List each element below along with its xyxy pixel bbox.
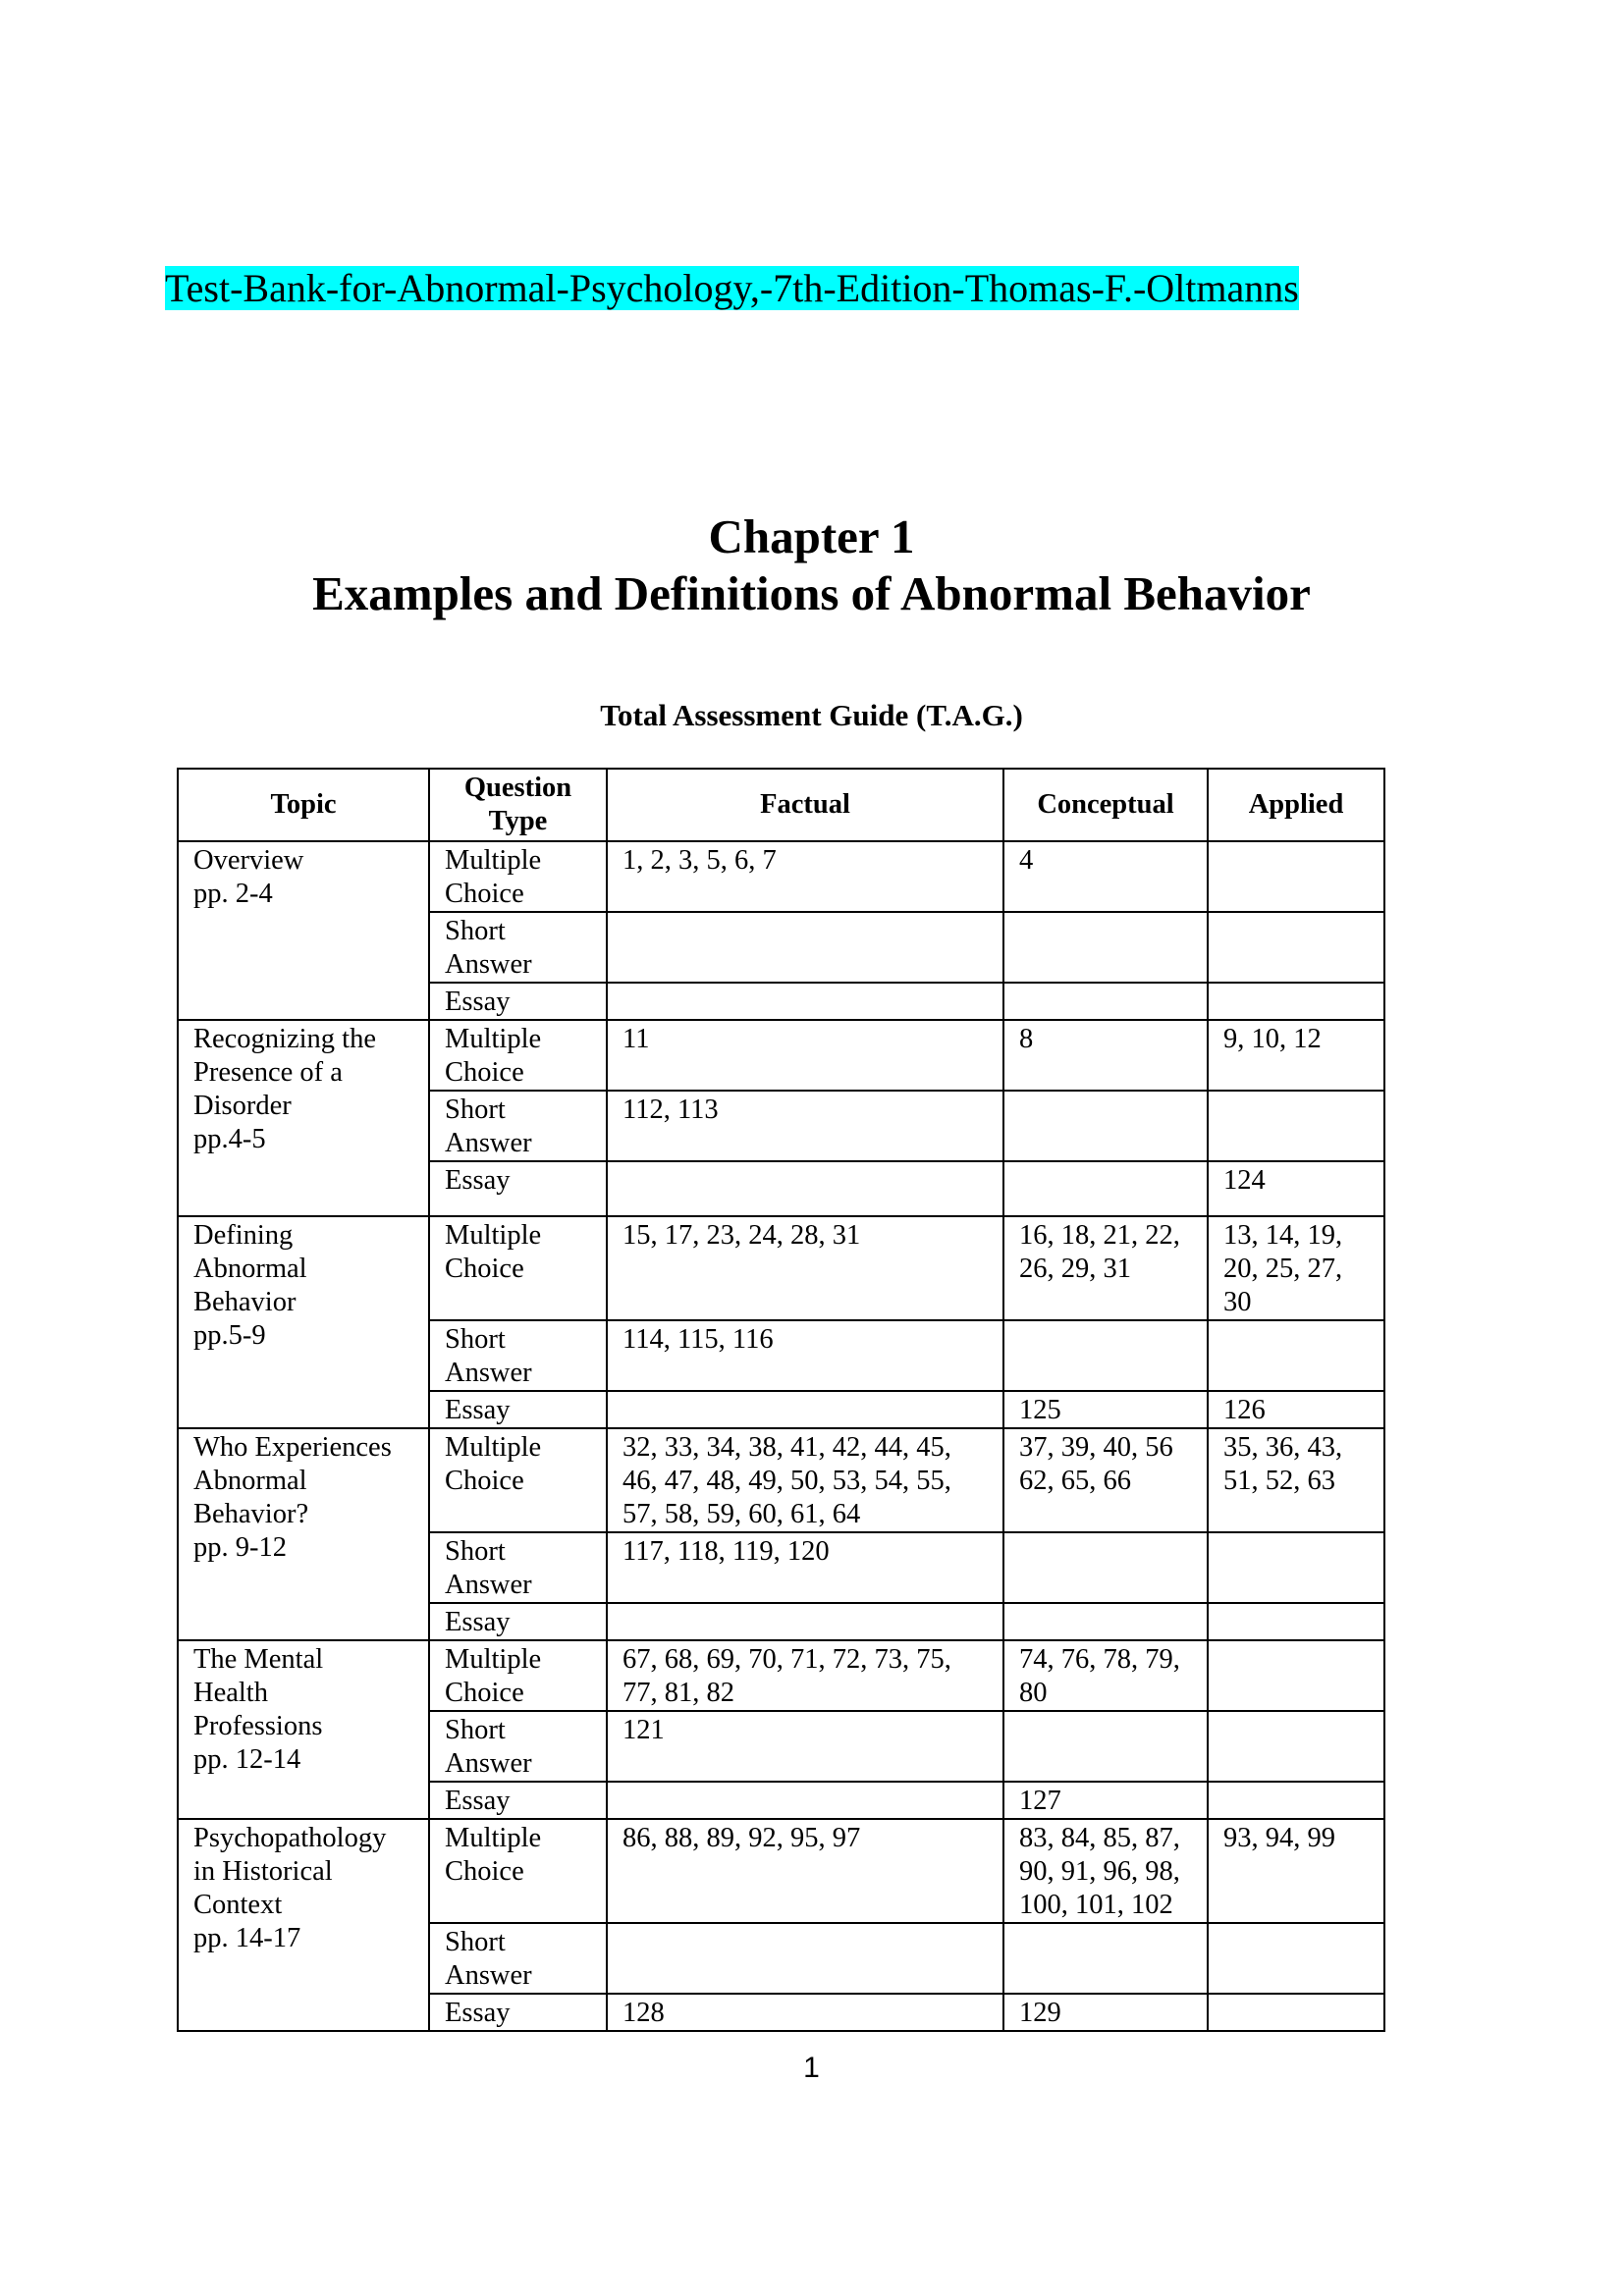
question-type-cell — [429, 1640, 607, 1711]
question-type-line: Answer — [445, 1748, 532, 1779]
topic-line: pp.4-5 — [193, 1124, 266, 1154]
question-type-cell — [429, 1216, 607, 1320]
question-type-line: Answer — [445, 1128, 532, 1158]
applied-cell — [1208, 1091, 1384, 1161]
applied-cell — [1208, 1711, 1384, 1782]
conceptual-cell: 127 — [1003, 1782, 1208, 1819]
factual-cell: 15, 17, 23, 24, 28, 31 — [607, 1216, 1003, 1320]
header-topic: Topic — [178, 769, 429, 841]
question-type-cell — [429, 1532, 607, 1603]
question-type-line: Short — [445, 1715, 506, 1745]
factual-cell: 86, 88, 89, 92, 95, 97 — [607, 1819, 1003, 1923]
factual-cell — [607, 912, 1003, 983]
question-type-cell — [429, 1091, 607, 1161]
table-row — [178, 1819, 1384, 1923]
question-type-line: Multiple — [445, 1432, 542, 1463]
question-type-cell — [429, 1161, 607, 1216]
question-type-line: Essay — [445, 1998, 511, 2028]
topic-line: Abnormal — [193, 1254, 307, 1284]
applied-cell — [1208, 1994, 1384, 2031]
conceptual-cell: 83, 84, 85, 87, 90, 91, 96, 98, 100, 101, 102 — [1003, 1819, 1208, 1923]
conceptual-cell: 8 — [1003, 1020, 1208, 1091]
topic-line: Who Experiences — [193, 1432, 392, 1463]
topic-line: pp. 14-17 — [193, 1923, 301, 1953]
question-type-line: Answer — [445, 949, 532, 980]
factual-cell — [607, 1603, 1003, 1640]
factual-cell — [607, 1923, 1003, 1994]
question-type-line: Short — [445, 1095, 506, 1125]
topic-line: Professions — [193, 1711, 323, 1741]
question-type-cell — [429, 1603, 607, 1640]
assessment-guide-title: Total Assessment Guide (T.A.G.) — [600, 698, 1023, 732]
applied-cell: 93, 94, 99 — [1208, 1819, 1384, 1923]
factual-cell: 11 — [607, 1020, 1003, 1091]
topic-line: in Historical — [193, 1856, 333, 1887]
question-type-line: Choice — [445, 1254, 524, 1284]
document-header-title — [165, 263, 1299, 314]
topic-cell-who-experiences — [178, 1428, 429, 1640]
header-title-part1: Test-Bank-for-Abnormal-Psychology,-7th-Edition-Thomas-F.-O — [165, 266, 1175, 310]
question-type-cell — [429, 841, 607, 912]
header-applied: Applied — [1208, 769, 1384, 841]
question-type-line: Essay — [445, 1165, 511, 1196]
question-type-cell — [429, 912, 607, 983]
chapter-name: Examples and Definitions of Abnormal Behavior — [312, 566, 1311, 620]
applied-cell — [1208, 1603, 1384, 1640]
topic-line: The Mental — [193, 1644, 324, 1675]
question-type-cell — [429, 1923, 607, 1994]
applied-cell — [1208, 1320, 1384, 1391]
question-type-line: Essay — [445, 987, 511, 1017]
conceptual-cell — [1003, 1091, 1208, 1161]
header-factual: Factual — [607, 769, 1003, 841]
factual-cell: 112, 113 — [607, 1091, 1003, 1161]
topic-line: pp. 2-4 — [193, 879, 273, 909]
factual-cell: 1, 2, 3, 5, 6, 7 — [607, 841, 1003, 912]
topic-line: pp. 9-12 — [193, 1532, 287, 1563]
question-type-line: Multiple — [445, 1024, 542, 1054]
question-type-line: Choice — [445, 1057, 524, 1088]
applied-cell — [1208, 1923, 1384, 1994]
applied-cell — [1208, 983, 1384, 1020]
question-type-line: Multiple — [445, 1220, 542, 1251]
topic-line: Behavior — [193, 1287, 297, 1317]
question-type-line: Multiple — [445, 845, 542, 876]
applied-cell — [1208, 1782, 1384, 1819]
table-row — [178, 1020, 1384, 1091]
topic-line: Abnormal — [193, 1466, 307, 1496]
topic-line: Behavior? — [193, 1499, 309, 1529]
applied-cell — [1208, 1532, 1384, 1603]
conceptual-cell — [1003, 1532, 1208, 1603]
question-type-line: Multiple — [445, 1644, 542, 1675]
conceptual-cell: 129 — [1003, 1994, 1208, 2031]
table-row — [178, 1640, 1384, 1711]
topic-cell-defining — [178, 1216, 429, 1428]
question-type-line: Short — [445, 1536, 506, 1567]
question-type-line: Short — [445, 916, 506, 946]
chapter-title — [0, 508, 1623, 622]
table-row — [178, 1216, 1384, 1320]
question-type-line: Short — [445, 1324, 506, 1355]
question-type-cell — [429, 1391, 607, 1428]
conceptual-cell — [1003, 1711, 1208, 1782]
question-type-line: Answer — [445, 1570, 532, 1600]
header-title-part2: ltmanns — [1174, 266, 1299, 310]
topic-cell-the-mental — [178, 1640, 429, 1819]
question-type-cell — [429, 1994, 607, 2031]
conceptual-cell: 4 — [1003, 841, 1208, 912]
topic-line: Disorder — [193, 1091, 292, 1121]
question-type-line: Essay — [445, 1786, 511, 1816]
question-type-line: Choice — [445, 1678, 524, 1708]
header-conceptual: Conceptual — [1003, 769, 1208, 841]
topic-line: Recognizing the — [193, 1024, 376, 1054]
chapter-number: Chapter 1 — [708, 509, 915, 563]
conceptual-cell — [1003, 1161, 1208, 1216]
table-header-row — [178, 769, 1384, 841]
applied-cell: 126 — [1208, 1391, 1384, 1428]
topic-line: Overview — [193, 845, 304, 876]
topic-line: Context — [193, 1890, 283, 1920]
applied-cell — [1208, 841, 1384, 912]
table-row — [178, 1428, 1384, 1532]
question-type-cell — [429, 1819, 607, 1923]
header-question-type: Question Type — [429, 769, 607, 841]
factual-cell: 67, 68, 69, 70, 71, 72, 73, 75, 77, 81, 82 — [607, 1640, 1003, 1711]
question-type-line: Answer — [445, 1960, 532, 1991]
factual-cell — [607, 1161, 1003, 1216]
factual-cell — [607, 1782, 1003, 1819]
question-type-line: Essay — [445, 1395, 511, 1425]
factual-cell: 128 — [607, 1994, 1003, 2031]
question-type-line: Short — [445, 1927, 506, 1957]
conceptual-cell — [1003, 1923, 1208, 1994]
topic-line: pp.5-9 — [193, 1320, 266, 1351]
question-type-line: Essay — [445, 1607, 511, 1637]
applied-cell: 13, 14, 19, 20, 25, 27, 30 — [1208, 1216, 1384, 1320]
factual-cell — [607, 983, 1003, 1020]
factual-cell: 121 — [607, 1711, 1003, 1782]
conceptual-cell: 125 — [1003, 1391, 1208, 1428]
question-type-line: Choice — [445, 879, 524, 909]
question-type-cell — [429, 1782, 607, 1819]
applied-cell: 9, 10, 12 — [1208, 1020, 1384, 1091]
applied-cell — [1208, 1640, 1384, 1711]
question-type-cell — [429, 1711, 607, 1782]
topic-cell-overview — [178, 841, 429, 1020]
topic-line: Psychopathology — [193, 1823, 387, 1853]
factual-cell — [607, 1391, 1003, 1428]
conceptual-cell: 74, 76, 78, 79, 80 — [1003, 1640, 1208, 1711]
topic-line: Health — [193, 1678, 268, 1708]
topic-line: Presence of a — [193, 1057, 343, 1088]
applied-cell — [1208, 912, 1384, 983]
page-number: 1 — [803, 2052, 820, 2084]
conceptual-cell: 16, 18, 21, 22, 26, 29, 31 — [1003, 1216, 1208, 1320]
question-type-cell — [429, 1020, 607, 1091]
table-body — [178, 841, 1384, 2031]
topic-line: Defining — [193, 1220, 294, 1251]
applied-cell: 35, 36, 43, 51, 52, 63 — [1208, 1428, 1384, 1532]
question-type-line: Answer — [445, 1358, 532, 1388]
question-type-cell — [429, 983, 607, 1020]
question-type-cell — [429, 1428, 607, 1532]
question-type-cell — [429, 1320, 607, 1391]
topic-cell-recognizing-the — [178, 1020, 429, 1216]
conceptual-cell — [1003, 983, 1208, 1020]
factual-cell: 32, 33, 34, 38, 41, 42, 44, 45, 46, 47, 48, 49, 50, 53, 54, 55, 57, 58, 59, 60, 61, 64 — [607, 1428, 1003, 1532]
applied-cell: 124 — [1208, 1161, 1384, 1216]
factual-cell: 117, 118, 119, 120 — [607, 1532, 1003, 1603]
question-type-line: Multiple — [445, 1823, 542, 1853]
factual-cell: 114, 115, 116 — [607, 1320, 1003, 1391]
assessment-guide-table — [177, 768, 1385, 2032]
table-row — [178, 841, 1384, 912]
question-type-line: Choice — [445, 1466, 524, 1496]
conceptual-cell — [1003, 1603, 1208, 1640]
conceptual-cell — [1003, 1320, 1208, 1391]
question-type-line: Choice — [445, 1856, 524, 1887]
topic-line: pp. 12-14 — [193, 1744, 301, 1775]
conceptual-cell: 37, 39, 40, 56 62, 65, 66 — [1003, 1428, 1208, 1532]
topic-cell-psychopathology — [178, 1819, 429, 2031]
conceptual-cell — [1003, 912, 1208, 983]
